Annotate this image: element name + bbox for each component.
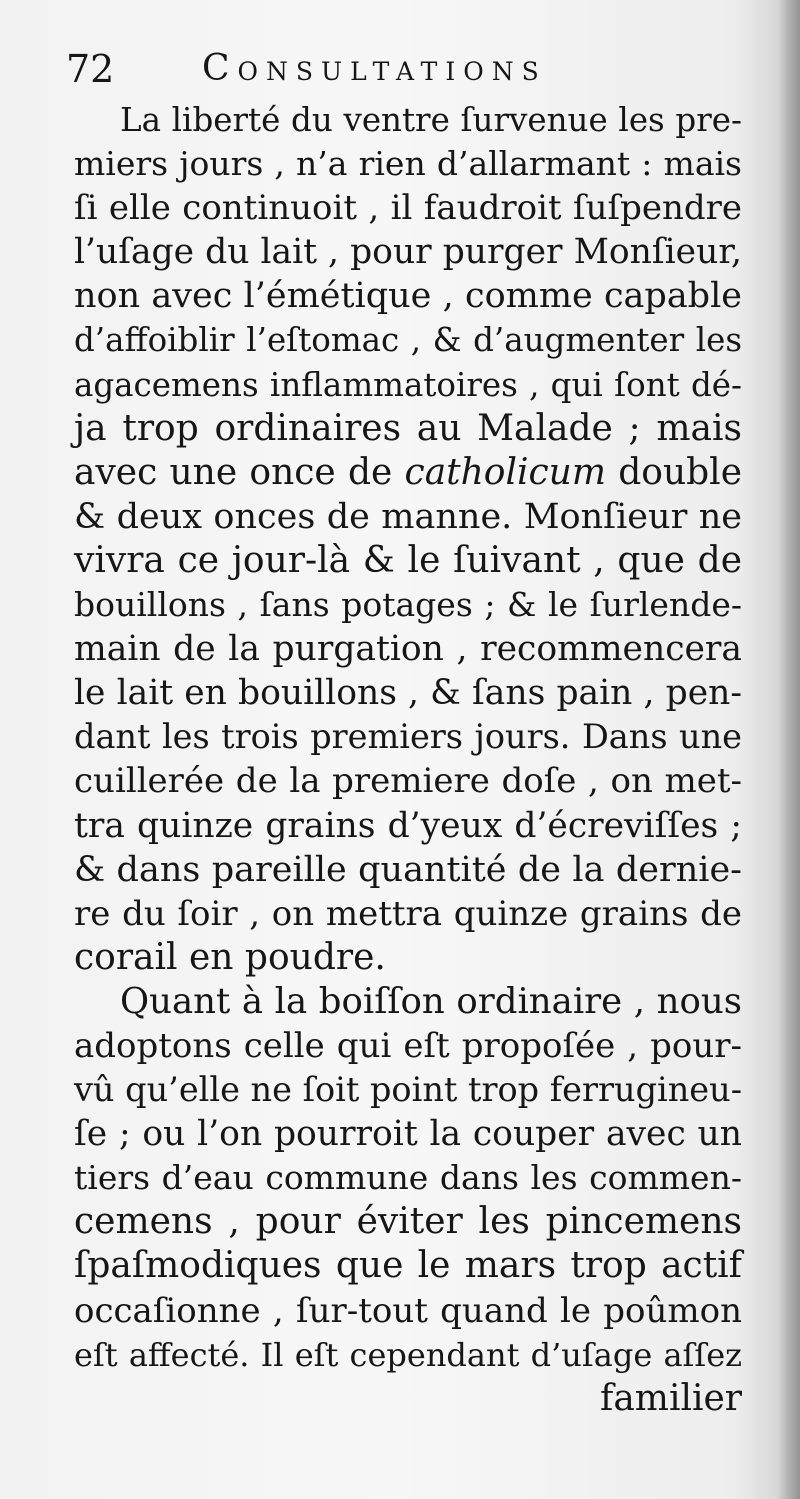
running-head	[66, 44, 626, 94]
text-line: main de la purgation , recommencera	[74, 629, 742, 670]
page-number: 72	[66, 47, 115, 91]
text-line: ſe ; ou l’on pourroit la couper avec un	[74, 1114, 742, 1155]
text-line: l’uſage du lait , pour purger Monſieur,	[74, 232, 742, 273]
text-line: occaſionne , ſur-tout quand le poûmon	[74, 1290, 742, 1331]
text-line: avec une once de catholicum double	[74, 451, 742, 493]
text-line: tra quinze grains d’yeux d’écreviſſes ;	[74, 805, 742, 846]
text-line: La liberté du ventre ſurvenue les pre-	[120, 101, 742, 139]
text-line: agacemens inflammatoires , qui ſont dé-	[74, 365, 742, 404]
text-line: adoptons celle qui eſt propoſée , pour-	[74, 1025, 742, 1066]
body-text	[74, 98, 742, 1421]
text-line: Quant à la boiſſon ordinaire , nous	[120, 980, 742, 1022]
text-line: miers jours , n’a rien d’allarmant : mais	[74, 144, 742, 184]
text-line: ſpaſmodiques que le mars trop actif	[74, 1245, 742, 1287]
page-gutter-shadow	[778, 0, 800, 1499]
text-line: d’affoiblir l’eſtomac , & d’augmenter les	[74, 321, 742, 360]
running-title: Consultations	[202, 48, 547, 89]
text-line: bouillons , ſans potages ; & le ſurlende-	[74, 585, 742, 625]
text-line: ja trop ordinaires au Malade ; mais	[74, 407, 742, 449]
text-line: le lait en bouillons , & ſans pain , pen-	[74, 673, 742, 714]
text-line: corail en poudre.	[74, 936, 386, 978]
text-line: dant les trois premiers jours. Dans une	[74, 717, 742, 757]
text-line: eſt affecté. Il eſt cependant d’uſage aſſez	[74, 1335, 742, 1374]
text-line: ſi elle continuoit , il faudroit ſuſpendre	[74, 188, 742, 229]
text-line: vû qu’elle ne ſoit point trop ferrugineu-	[74, 1070, 743, 1110]
text-line: vivra ce jour-là & le ſuivant , que de	[74, 539, 742, 581]
text-line: re du ſoir , on mettra quinze grains de	[74, 893, 742, 934]
text-line: & deux onces de manne. Monſieur ne	[74, 496, 742, 537]
text-line: & dans pareille quantité de la dernie-	[74, 849, 742, 890]
catchword: familier	[600, 1377, 742, 1419]
text-line: cuillerée de la premiere doſe , on met-	[74, 761, 742, 802]
text-line: tiers d’eau commune dans les commen-	[74, 1158, 742, 1198]
text-line: non avec l’émétique , comme capable	[74, 276, 742, 317]
text-line: cemens , pour éviter les pincemens	[74, 1201, 742, 1243]
